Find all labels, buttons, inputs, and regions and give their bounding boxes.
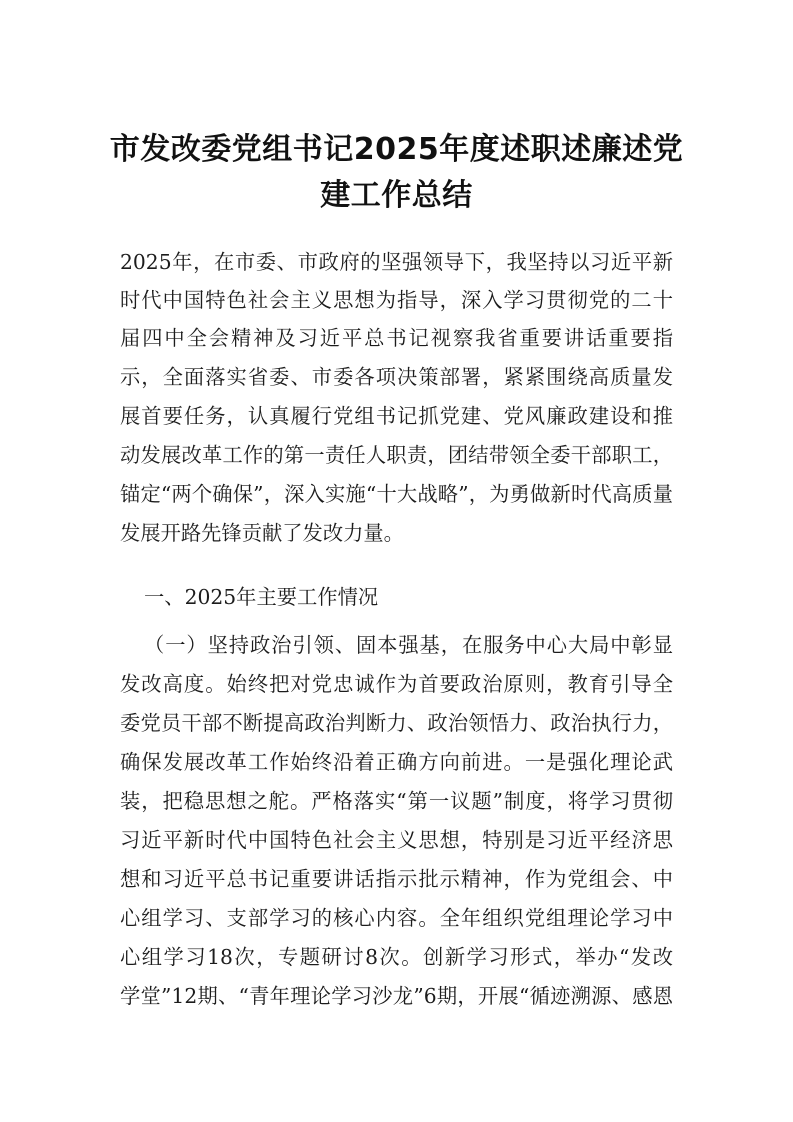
paragraph-line: 委党员干部不断提高政治判断力、政治领悟力、政治执行力， [120,711,673,735]
paragraph-line: 展首要任务，认真履行党组书记抓党建、党风廉政建设和推 [120,404,673,428]
paragraph-line: 习近平新时代中国特色社会主义思想，特别是习近平经济思 [120,828,673,852]
paragraph-line: 届四中全会精神及习近平总书记视察我省重要讲话重要指 [120,326,673,350]
paragraph-line: 发改高度。始终把对党忠诚作为首要政治原则，教育引导全 [120,672,673,696]
document-title-line-1: 市发改委党组书记2025年度述职述廉述党 [109,132,684,167]
paragraph-line: 心组学习18次，专题研讨8次。创新学习形式，举办“发改 [120,945,673,969]
paragraph-line: 示，全面落实省委、市委各项决策部署，紧紧围绕高质量发 [120,365,673,389]
paragraph-line: 发展开路先锋贡献了发改力量。 [120,521,404,545]
paragraph-line: 时代中国特色社会主义思想为指导，深入学习贯彻党的二十 [120,288,673,312]
paragraph-line: （一）坚持政治引领、固本强基，在服务中心大局中彰显 [144,633,673,657]
paragraph-line: 想和习近平总书记重要讲话指示批示精神，作为党组会、中 [120,867,673,891]
paragraph-line: 心组学习、支部学习的核心内容。全年组织党组理论学习中 [120,906,673,930]
paragraph-line: 确保发展改革工作始终沿着正确方向前进。一是强化理论武 [120,750,673,774]
section-heading: 一、2025年主要工作情况 [144,585,379,609]
paragraph-line: 2025年，在市委、市政府的坚强领导下，我坚持以习近平新 [120,250,673,274]
paragraph-line: 学堂”12期、“青年理论学习沙龙”6期，开展“循迹溯源、感恩 [120,984,673,1008]
paragraph-line: 装，把稳思想之舵。严格落实“第一议题”制度，将学习贯彻 [120,789,673,813]
paragraph-line: 动发展改革工作的第一责任人职责，团结带领全委干部职工， [120,443,673,467]
paragraph-line: 锚定“两个确保”，深入实施“十大战略”，为勇做新时代高质量 [120,482,673,506]
document-title-line-2: 建工作总结 [320,178,473,213]
